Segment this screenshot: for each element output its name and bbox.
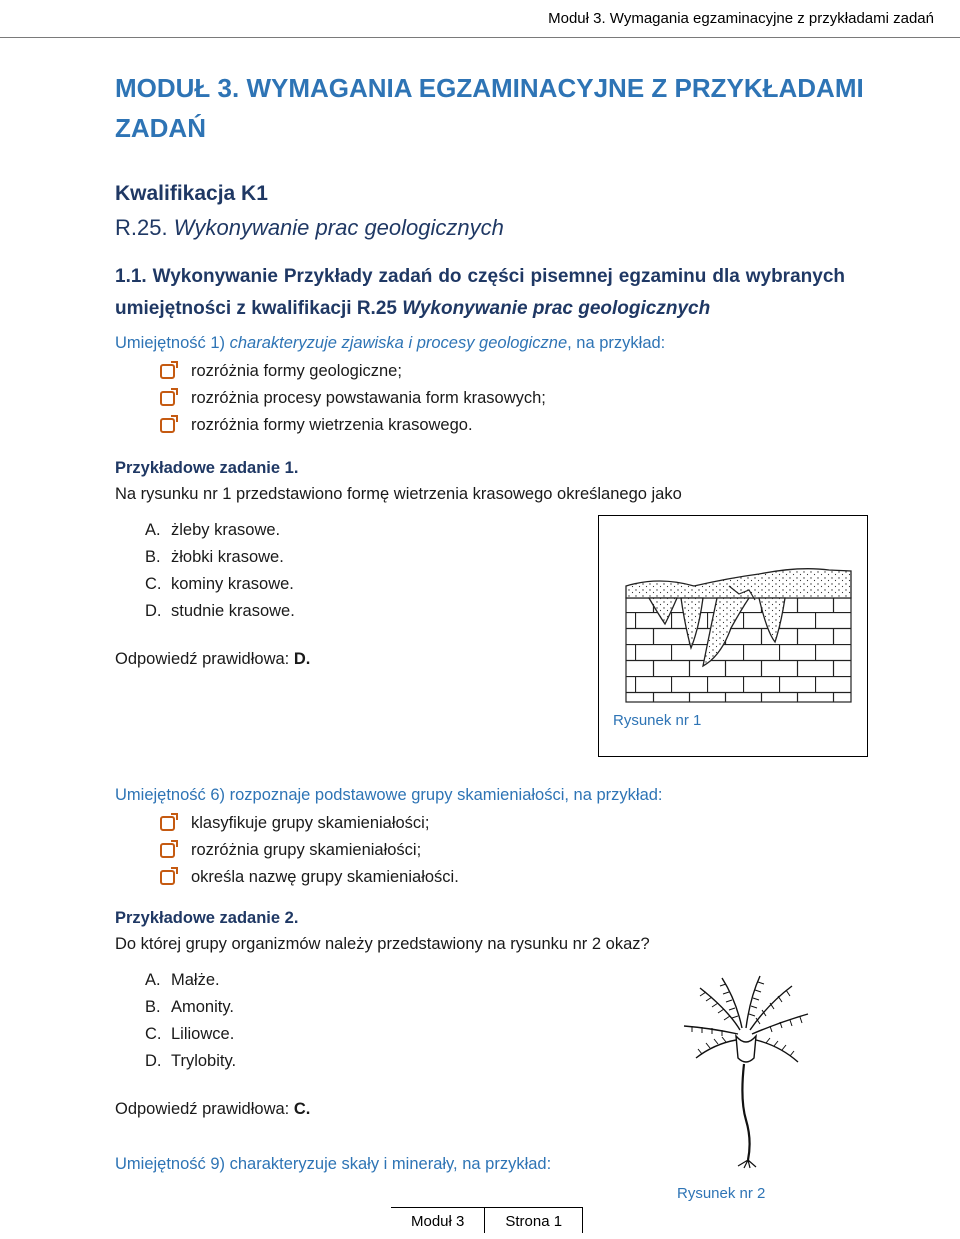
- skill-6-heading: Umiejętność 6) rozpoznaje podstawowe grupy skamieniałości, na przykład:: [115, 786, 663, 804]
- answer-option: D. Trylobity.: [145, 1052, 237, 1070]
- answer-option: B. żłobki krasowe.: [145, 548, 284, 566]
- checkbox-bullet-icon: [160, 870, 175, 885]
- list-item: rozróżnia grupy skamieniałości;: [160, 837, 459, 864]
- checkbox-bullet-icon: [160, 843, 175, 858]
- answer-option: A. żleby krasowe.: [145, 521, 281, 539]
- task-2-answers: [145, 971, 236, 1079]
- checkbox-bullet-icon: [160, 364, 175, 379]
- title-part-2: WYMAGANIA EGZAMINACYJNE Z PRZYKŁADAMI ZADAŃ: [115, 73, 864, 143]
- task-2-question: Do której grupy organizmów należy przedstawiony na rysunku nr 2 okaz?: [115, 935, 650, 953]
- task-1-title: Przykładowe zadanie 1.: [115, 459, 299, 477]
- footer-page-number: Strona 1: [485, 1207, 583, 1233]
- answer-option: B. Amonity.: [145, 998, 234, 1016]
- skill-6-bullets: [160, 810, 459, 891]
- skill-9-heading: Umiejętność 9) charakteryzuje skały i minerały, na przykład:: [115, 1155, 552, 1173]
- title-part-1: MODUŁ 3.: [115, 73, 247, 103]
- crinoid-fossil-illustration: [670, 970, 830, 1170]
- task-2-correct-answer: Odpowiedź prawidłowa: C.: [115, 1100, 311, 1118]
- figure-1-caption: Rysunek nr 1: [613, 712, 702, 729]
- checkbox-bullet-icon: [160, 816, 175, 831]
- qualification-label: Kwalifikacja K1: [115, 182, 268, 205]
- answer-option: C. Liliowce.: [145, 1025, 235, 1043]
- task-1-question: Na rysunku nr 1 przedstawiono formę wietrzenia krasowego określanego jako: [115, 485, 682, 503]
- figure-1-frame: [598, 515, 868, 757]
- task-1-correct-answer: Odpowiedź prawidłowa: D.: [115, 650, 311, 668]
- header-divider: [0, 37, 960, 38]
- footer-module: Moduł 3: [391, 1207, 485, 1233]
- list-item: rozróżnia formy geologiczne;: [160, 358, 546, 385]
- checkbox-bullet-icon: [160, 391, 175, 406]
- section-heading: 1.1. Wykonywanie Przykłady zadań do części pisemnej egzaminu dla wybranych umiejętności z kwalifikacji R.25 Wykonywanie prac geologicznych: [115, 266, 845, 319]
- answer-option: C. kominy krasowe.: [145, 575, 294, 593]
- skill-1-heading: Umiejętność 1) charakteryzuje zjawiska i procesy geologiczne, na przykład:: [115, 334, 666, 352]
- running-header: Moduł 3. Wymagania egzaminacyjne z przykładami zadań: [548, 10, 934, 27]
- checkbox-bullet-icon: [160, 418, 175, 433]
- figure-2-caption: Rysunek nr 2: [677, 1185, 766, 1202]
- task-1-answers: [145, 521, 295, 629]
- answer-option: A. Małże.: [145, 971, 220, 989]
- qualification-name: R.25. Wykonywanie prac geologicznych: [115, 215, 504, 240]
- answer-option: D. studnie krasowe.: [145, 602, 295, 620]
- list-item: określa nazwę grupy skamieniałości.: [160, 864, 459, 891]
- task-2-title: Przykładowe zadanie 2.: [115, 909, 299, 927]
- list-item: rozróżnia procesy powstawania form krasowych;: [160, 385, 546, 412]
- list-item: rozróżnia formy wietrzenia krasowego.: [160, 412, 546, 439]
- page-footer: [391, 1207, 583, 1233]
- skill-1-bullets: [160, 358, 546, 439]
- page-title: [115, 68, 875, 148]
- list-item: klasyfikuje grupy skamieniałości;: [160, 810, 459, 837]
